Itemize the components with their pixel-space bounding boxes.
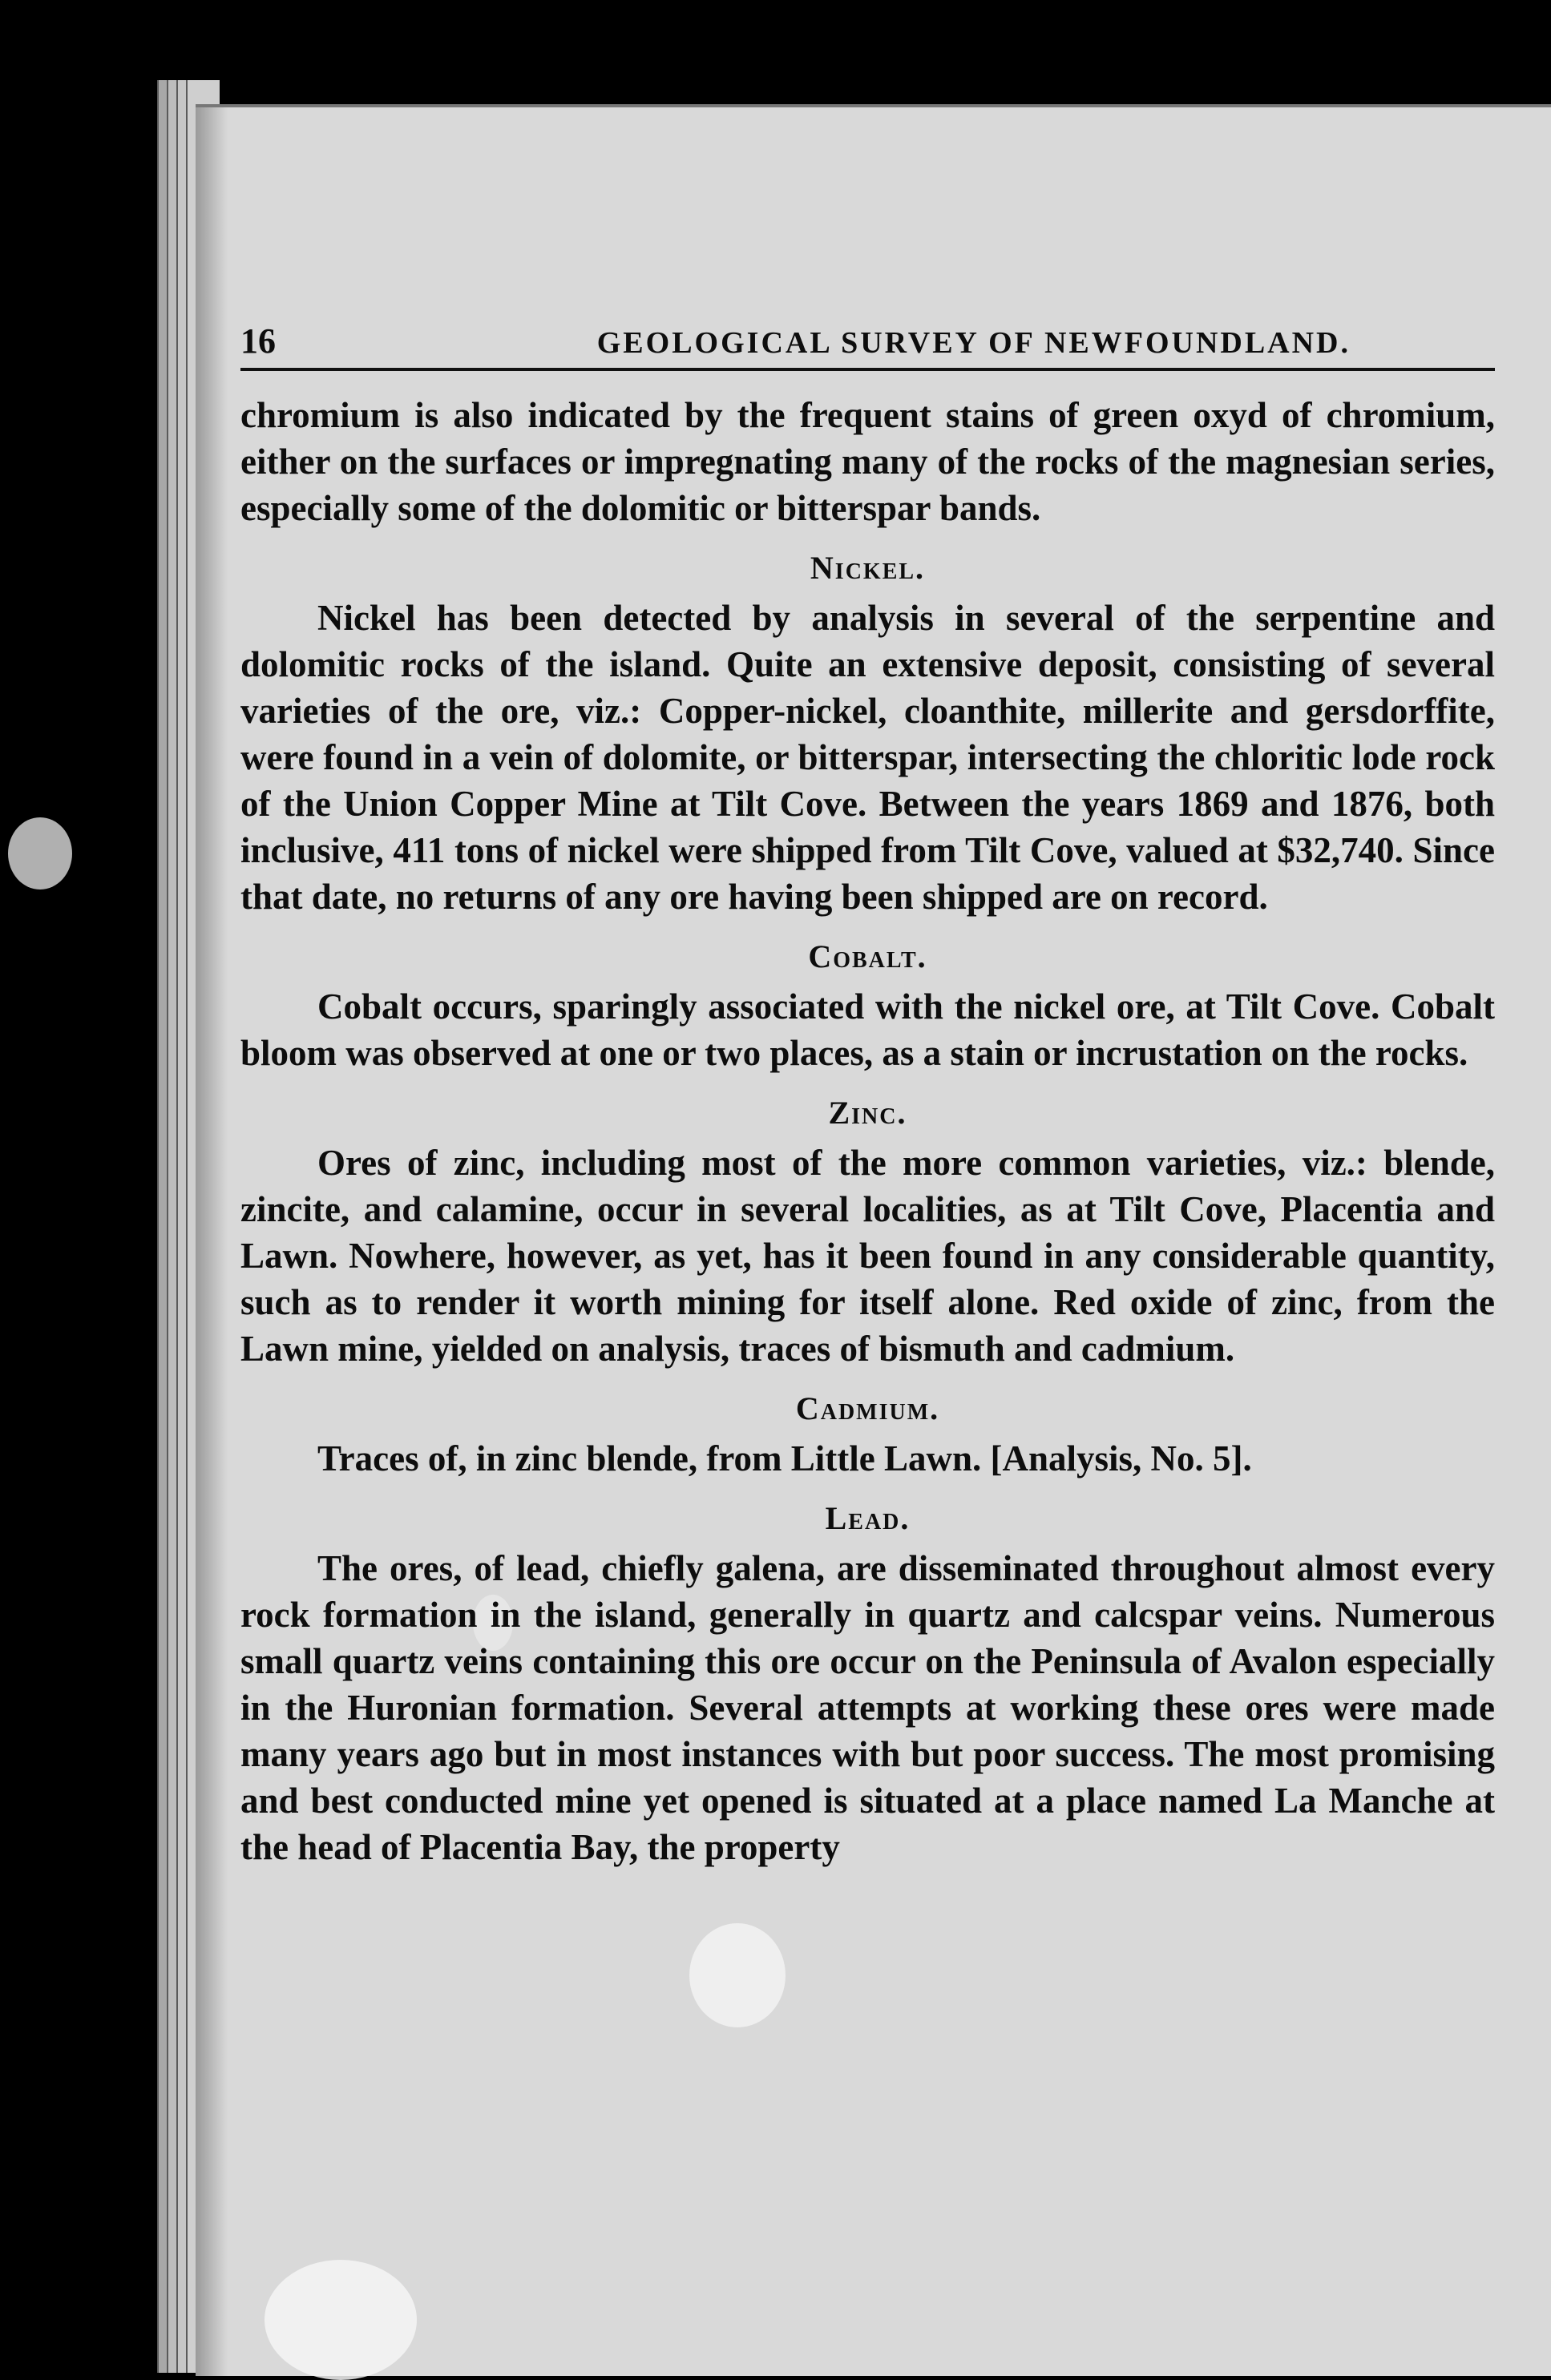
section-heading-nickel: Nickel.	[810, 550, 926, 586]
section-heading-lead: Lead.	[825, 1500, 911, 1536]
intro-paragraph: chromium is also indicated by the frequent stains of green oxyd of chromium, either on the surfaces or impregnating many of the rocks of the magnesian series, especially some of the dolomitic or bitterspar bands.	[240, 395, 1495, 528]
section-heading-cobalt: Cobalt.	[808, 938, 927, 974]
section-paragraph-nickel: Nickel has been detected by analysis in several of the serpentine and dolomitic rocks of the island. Quite an extensive deposit, consisting of several varieties of the ore, viz.: Copper-nickel, cloanthite, millerite and gersdorffite, were found in a vein of dolomite, or bitterspar, intersecting the chloritic lode rock of the Union Copper Mine at Tilt Cove. Between the years 1869 and 1876, both inclusive, 411 tons of nickel were shipped from Tilt Cove, valued at $32,740. Since that date, no returns of any ore having been shipped are on record.	[240, 598, 1495, 917]
section-paragraph-cobalt: Cobalt occurs, sparingly associated with the nickel ore, at Tilt Cove. Cobalt bloom was observed at one or two places, as a stain or incrustation on the rocks.	[240, 986, 1495, 1073]
paper-speck	[8, 817, 72, 889]
binding-shadow	[196, 107, 228, 2376]
section-paragraph-lead: The ores, of lead, chiefly galena, are disseminated throughout almost every rock formation in the island, generally in quartz and calcspar veins. Numerous small quartz veins containing this ore occur on the Peninsula of Avalon especially in the Huronian formation. Several attempts at working these ores were made many years ago but in most instances with but poor success. The most promising and best conducted mine yet opened is situated at a place named La Manche at the head of Placentia Bay, the property	[240, 1548, 1495, 1867]
section-heading-zinc: Zinc.	[828, 1095, 907, 1131]
running-head	[240, 321, 1495, 371]
page-number: 16	[240, 321, 276, 361]
running-head-title: GEOLOGICAL SURVEY OF NEWFOUNDLAND.	[596, 326, 1351, 360]
paper-speck	[265, 2260, 417, 2380]
paper-speck	[689, 1923, 786, 2027]
section-paragraph-zinc: Ores of zinc, including most of the more common varieties, viz.: blende, zincite, and calamine, occur in several localities, as at Tilt Cove, Placentia and Lawn. Nowhere, however, as yet, has it been found in any considerable quantity, such as to render it worth mining for itself alone. Red oxide of zinc, from the Lawn mine, yielded on analysis, traces of bismuth and cadmium.	[240, 1143, 1495, 1369]
page-content	[240, 321, 1495, 1870]
section-paragraph-cadmium: Traces of, in zinc blende, from Little Lawn. [Analysis, No. 5].	[317, 1438, 1252, 1478]
section-heading-cadmium: Cadmium.	[795, 1390, 940, 1426]
